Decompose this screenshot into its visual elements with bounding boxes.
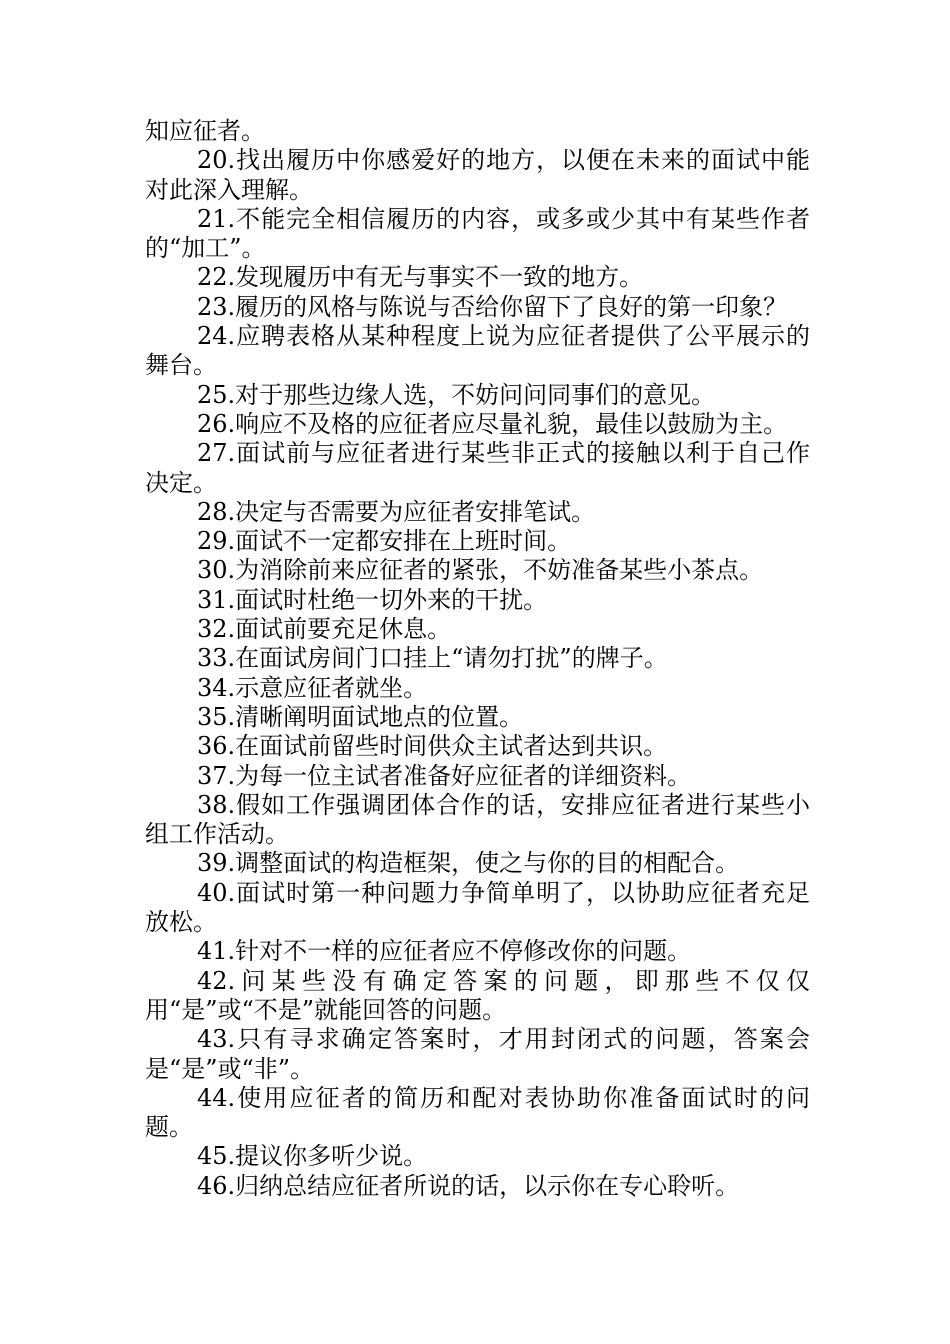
paragraph-item-20: 20.找出履历中你感爱好的地方，以便在未来的面试中能对此深入理解。: [145, 146, 810, 204]
paragraph-item-33: 33.在面试房间门口挂上“请勿打扰”的牌子。: [197, 644, 668, 673]
paragraph-item-24: 24.应聘表格从某种程度上说为应征者提供了公平展示的舞台。: [145, 322, 810, 380]
paragraph-item-37: 37.为每一位主试者准备好应征者的详细资料。: [197, 761, 692, 790]
paragraph-continuation: 知应征者。: [145, 117, 265, 145]
paragraph-item-34: 34.示意应征者就坐。: [197, 673, 428, 702]
paragraph-item-45: 45.提议你多听少说。: [197, 1142, 428, 1171]
paragraph-item-26: 26.响应不及格的应征者应尽量礼貌，最佳以鼓励为主。: [197, 409, 788, 438]
paragraph-item-22: 22.发现履历中有无与事实不一致的地方。: [197, 263, 644, 292]
paragraph-item-38: 38.假如工作强调团体合作的话，安排应征者进行某些小组工作活动。: [145, 790, 810, 849]
paragraph-item-30: 30.为消除前来应征者的紧张，不妨准备某些小茶点。: [197, 556, 764, 585]
paragraph-item-44: 44.使用应征者的简历和配对表协助你准备面试时的问题。: [145, 1083, 810, 1142]
paragraph-item-35: 35.清晰阐明面试地点的位置。: [197, 702, 524, 731]
paragraph-item-43: 43.只有寻求确定答案时，才用封闭式的问题，答案会是“是”或“非”。: [145, 1025, 810, 1083]
paragraph-item-29: 29.面试不一定都安排在上班时间。: [197, 527, 572, 556]
paragraph-item-42: 42.问某些没有确定答案的问题，即那些不仅仅用“是”或“不是”就能回答的问题。: [145, 966, 810, 1024]
paragraph-item-28: 28.决定与否需要为应征者安排笔试。: [197, 497, 596, 526]
paragraph-item-32: 32.面试前要充足休息。: [197, 615, 452, 644]
paragraph-item-46: 46.归纳总结应征者所说的话，以示你在专心聆听。: [197, 1171, 740, 1200]
paragraph-item-31: 31.面试时杜绝一切外来的干扰。: [197, 585, 548, 614]
paragraph-item-21: 21.不能完全相信履历的内容，或多或少其中有某些作者的“加工”。: [145, 204, 810, 263]
document-page: [145, 117, 810, 1201]
paragraph-item-40: 40.面试时第一种问题力争简单明了，以协助应征者充足放松。: [145, 878, 810, 937]
paragraph-item-25: 25.对于那些边缘人选，不妨问问同事们的意见。: [197, 380, 716, 409]
paragraph-item-41: 41.针对不一样的应征者应不停修改你的问题。: [197, 937, 692, 966]
paragraph-item-39: 39.调整面试的构造框架，使之与你的目的相配合。: [197, 849, 740, 878]
paragraph-item-36: 36.在面试前留些时间供众主试者达到共识。: [197, 732, 668, 761]
paragraph-item-27: 27.面试前与应征者进行某些非正式的接触以利于自己作决定。: [145, 439, 810, 497]
paragraph-item-23: 23.履历的风格与陈说与否给你留下了良好的第一印象？: [197, 292, 788, 321]
